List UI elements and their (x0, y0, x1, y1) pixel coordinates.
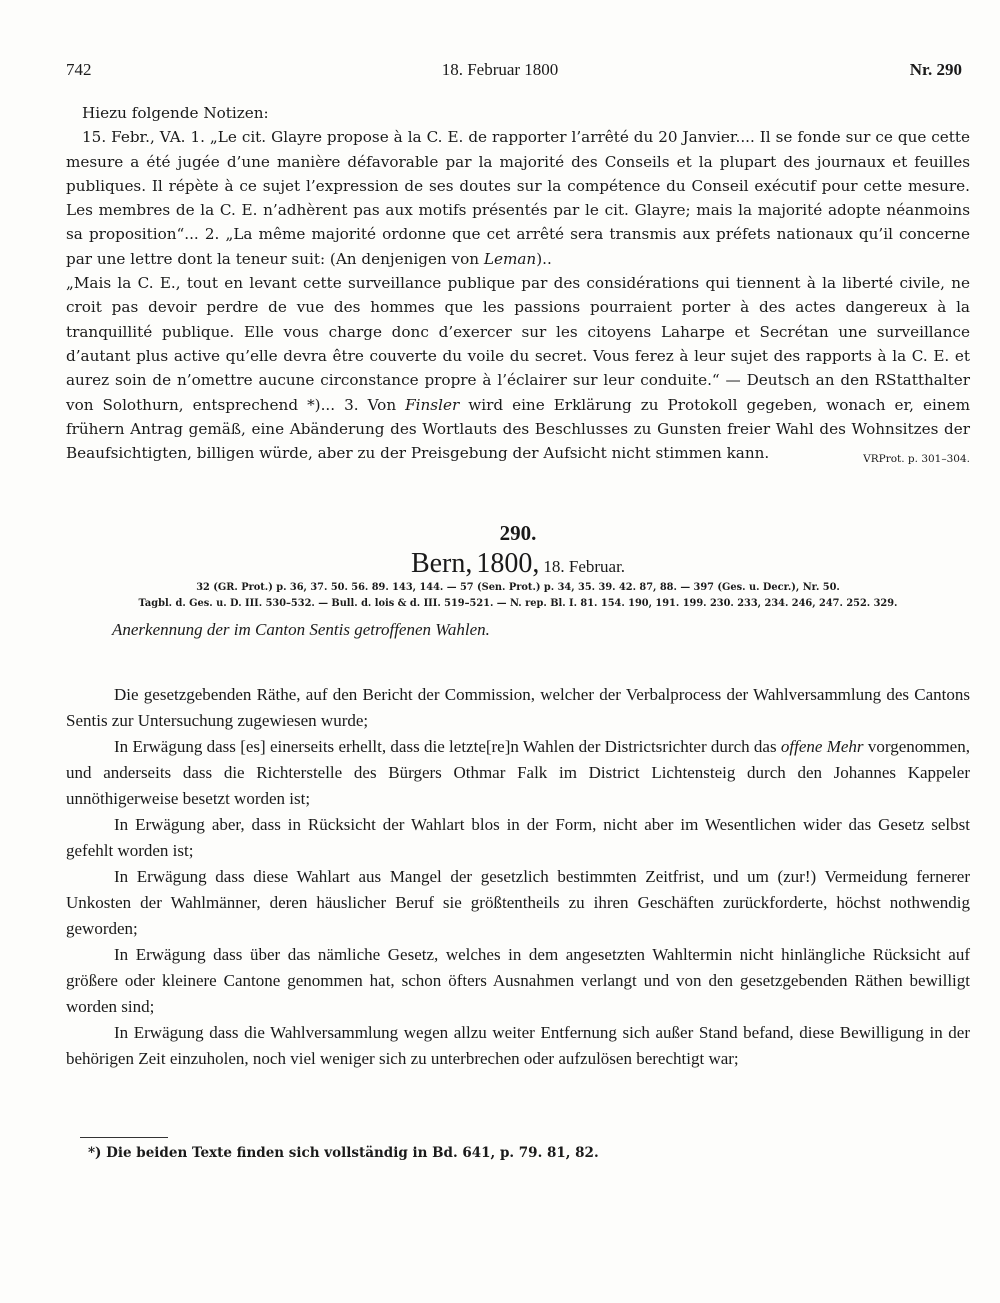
notes-paragraph-1: 15. Febr., VA. 1. „Le cit. Glayre propose à la C. E. de rapporter l’arrêté du 20 Janvier.... Il se fonde sur ce que cette mesure a été jugée d’une manière défavorable par la majorité des Conseils et la plupart des journaux et feuilles publiques. Il répète à ce sujet l’expression de ses doutes sur la compétence du Conseil exécutif pour cette mesure. Les membres de la C. E. n’adhèrent pas aux motifs présentés par le cit. Glayre; mais la majorité adopte néanmoins sa proposition“... 2. „La même majorité ordonne que cet arrêté sera transmis aux préfets nationaux qu’il concerne par une lettre dont la teneur suit: (An denjenigen von Leman).. (66, 128, 970, 268)
sources-line-1: 32 (GR. Prot.) p. 36, 37. 50. 56. 89. 143, 144. — 57 (Sen. Prot.) p. 34, 35. 39. 42. 87, 88. — 397 (Ges. u. Decr.), Nr. 50. (196, 582, 840, 593)
document-number: 290. (499, 521, 537, 545)
notes-section (66, 101, 970, 471)
footnote-rule (80, 1137, 168, 1138)
running-header-date: 18. Februar 1800 (441, 60, 559, 79)
sources-line-2: Tagbl. d. Ges. u. D. III. 530–532. — Bull. d. lois & d. III. 519–521. — N. rep. Bl. I. 81. 154. 190, 191. 199. 230. 233, 234. 246, 247. 252. 329. (138, 598, 898, 609)
decree-paragraph-6: In Erwägung dass die Wahlversammlung wegen allzu weiter Entfernung sich außer Stand befand, diese Bewilligung in der behörigen Zeit einzuholen, noch viel weniger sich zu unterbrechen oder aufzulösen berechtigt war; (66, 1023, 970, 1068)
notes-intro: Hiezu folgende Notizen: (82, 104, 269, 122)
vrprot-reference: VRProt. p. 301–304. (863, 453, 970, 466)
rubric-title: Anerkennung der im Canton Sentis getroffenen Wahlen. (112, 620, 490, 639)
decree-paragraph-4: In Erwägung dass diese Wahlart aus Mangel der gesetzlich bestimmten Zeitfrist, und um (zur!) Vermeidung fernerer Unkosten der Wahlmänner, deren häuslicher Beruf sie größtentheils zu ihren Geschäften zurückforderte, höchst nothwendig geworden; (66, 867, 970, 938)
decree-paragraph-3: In Erwägung aber, dass in Rücksicht der Wahlart blos in der Form, nicht aber im Wesentlichen wider das Gesetz selbst gefehlt worden ist; (66, 815, 970, 860)
decree-paragraph-5: In Erwägung dass über das nämliche Gesetz, welches in dem angesetzten Wahltermin nicht hinlängliche Rücksicht auf größere oder kleinere Cantone genommen hat, schon öfters Ausnahmen verlangt und von den gesetzgebenden Räthen bewilligt worden sind; (66, 945, 970, 1016)
page-number: 742 (66, 60, 92, 79)
decree-text (66, 682, 970, 1072)
entry-number-header: Nr. 290 (909, 60, 962, 79)
entry-heading (66, 521, 970, 640)
notes-paragraph-2: „Mais la C. E., tout en levant cette surveillance publique par des considérations qui tiennent à la liberté civile, ne croit pas devoir perdre de vue des hommes que les passions pourraient porter à des actes dangereux à la tranquillité publique. Elle vous charge donc d’exercer sur les citoyens Laharpe et Secrétan une surveillance d’autant plus active qu’elle devra être couverte du voile du secret. Vous ferez à leur sujet des rapports à la C. E. et aurez soin de n’omettre aucune circonstance propre à l’éclairer sur leur conduite.“ — Deutsch an den RStatthalter von Solothurn, entsprechend *)... 3. Von Finsler wird eine Erklärung zu Protokoll gegeben, wonach er, einem frühern Antrag gemäß, eine Abänderung des Wortlauts des Beschlusses zu Gunsten freier Wahl des Wohnsitzes der Beaufsichtigten, billigen würde, aber zu der Preisgebung der Aufsicht nicht stimmen kann. VRProt. p. 301–304. (66, 271, 970, 465)
place-date-line: Bern, 1800, 18. Februar. (410, 548, 626, 579)
footnote: *) Die beiden Texte finden sich vollständig in Bd. 641, p. 79. 81, 82. (88, 1145, 599, 1161)
decree-paragraph-1: Die gesetzgebenden Räthe, auf den Bericht der Commission, welcher der Verbalprocess der Wahlversammlung des Cantons Sentis zur Untersuchung zugewiesen wurde; (66, 685, 970, 730)
decree-paragraph-2: In Erwägung dass [es] einerseits erhellt, dass die letzte[re]n Wahlen der Districtsrichter durch das offene Mehr vorgenommen, und anderseits dass die Richterstelle des Bürgers Othmar Falk im District Lichtensteig durch den Johannes Kappeler unnöthigerweise besetzt worden ist; (66, 737, 970, 808)
